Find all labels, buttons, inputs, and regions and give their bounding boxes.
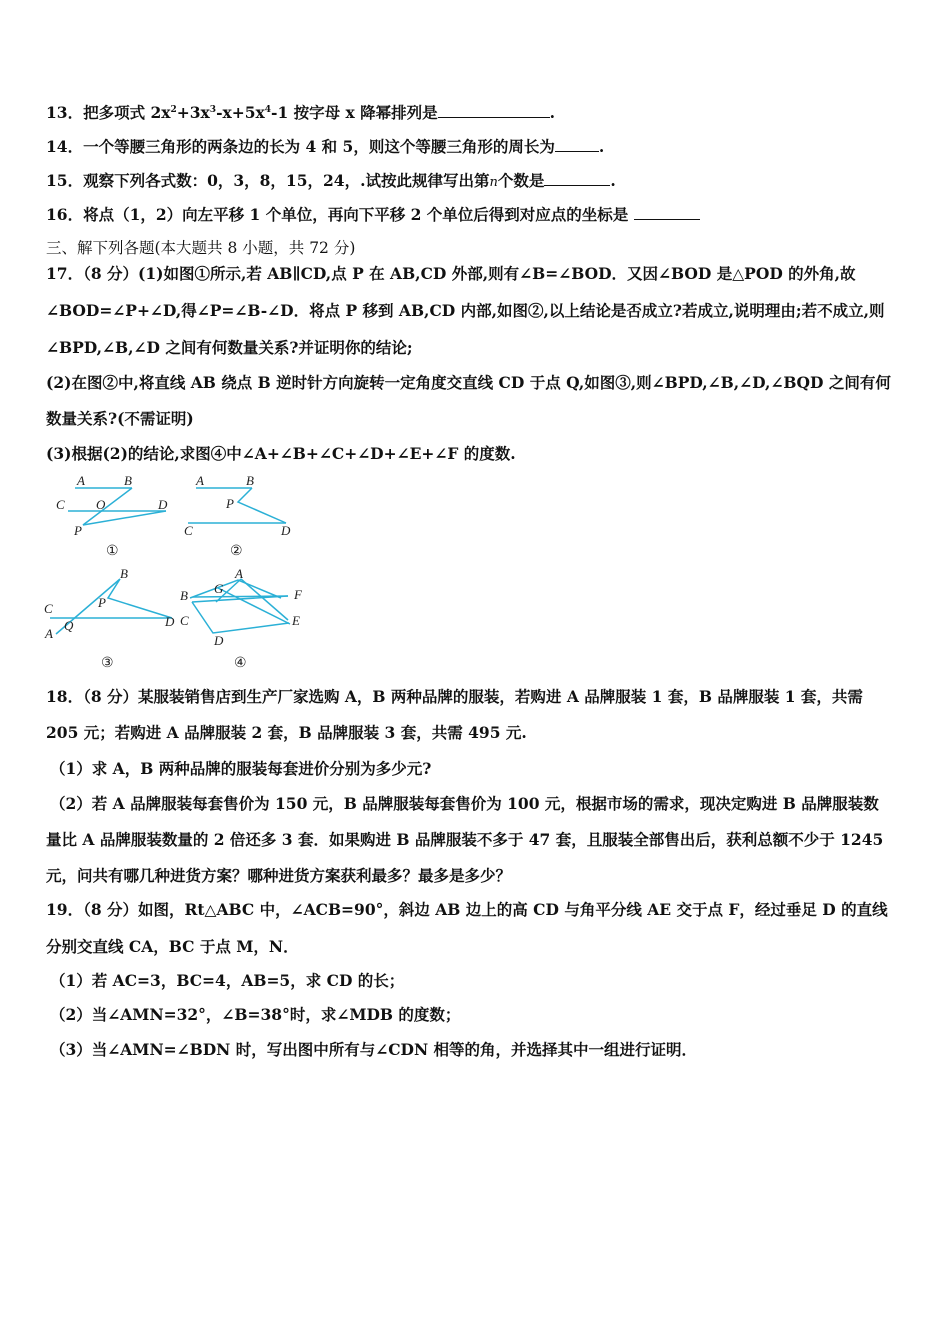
question-17-line-4: (2)在图②中,将直线 AB 绕点 B 逆时针方向旋转一定角度交直线 CD 于点 Q,如图③,则∠BPD,∠B,∠D,∠BQD 之间有何	[46, 373, 891, 392]
question-17-line-2: ∠BOD=∠P+∠D,得∠P=∠B-∠D．将点 P 移到 AB,CD 内部,如图②,以上结论是否成立?若成立,说明理由;若不成立,则	[46, 301, 885, 320]
label-b: B	[246, 473, 254, 488]
figure-3-caption: ③	[101, 656, 114, 671]
figure-4-caption: ④	[234, 656, 247, 671]
question-17-line-1: 17．（8 分）(1)如图①所示,若 AB∥CD,点 P 在 AB,CD 外部,则有∠B=∠BOD．又因∠BOD 是△POD 的外角,故	[46, 264, 856, 283]
question-17-line-6: (3)根据(2)的结论,求图④中∠A+∠B+∠C+∠D+∠E+∠F 的度数.	[46, 444, 516, 463]
label-g: G	[214, 581, 224, 596]
figure-2	[184, 473, 291, 559]
question-18-line-3: （1）求 A，B 两种品牌的服装每套进价分别为多少元?	[50, 759, 432, 778]
question-19-line-1: 19．（8 分）如图，Rt△ABC 中，∠ACB=90°，斜边 AB 边上的高 CD 与角平分线 AE 交于点 F，经过垂足 D 的直线	[46, 900, 888, 919]
question-14: 14．一个等腰三角形的两条边的长为 4 和 5，则这个等腰三角形的周长为 .	[46, 137, 605, 156]
line-af	[241, 579, 288, 620]
figure-3	[44, 566, 175, 671]
label-c: C	[44, 601, 53, 616]
figure-1-caption: ①	[106, 544, 119, 559]
label-a: A	[196, 473, 204, 488]
line-ge	[218, 588, 290, 624]
label-b: B	[180, 588, 188, 603]
answer-blank[interactable]	[634, 205, 700, 220]
label-p: P	[74, 523, 82, 538]
label-f: F	[294, 587, 302, 602]
label-o: O	[96, 497, 106, 512]
label-a: A	[77, 473, 85, 488]
geometry-figures	[0, 468, 360, 676]
label-b: B	[120, 566, 128, 581]
angle-bpd	[238, 488, 286, 523]
figure-4	[180, 566, 303, 671]
question-17-line-5: 数量关系?(不需证明)	[46, 409, 194, 428]
line-c-to-d-to-e	[192, 602, 289, 633]
label-p: P	[226, 496, 234, 511]
label-c: C	[184, 523, 193, 538]
question-13: 13．把多项式 $2x^2+3x^3-x+5x^4-1$ 按字母 x 降幂排列是 .	[46, 103, 556, 122]
answer-blank[interactable]	[555, 137, 599, 152]
angle-bpd	[108, 579, 172, 618]
label-p: P	[98, 595, 106, 610]
question-19-line-4: （2）当∠AMN=32°，∠B=38°时，求∠MDB 的度数；	[50, 1005, 461, 1024]
section-3-heading: 三、解下列各题(本大题共 8 小题，共 72 分)	[46, 239, 356, 257]
label-d: D	[165, 614, 175, 629]
label-c: C	[56, 497, 65, 512]
line-bf	[193, 596, 288, 597]
question-18-line-4: （2）若 A 品牌服装每套售价为 150 元，B 品牌服装每套售价为 100 元，根据市场的需求，现决定购进 B 品牌服装数	[50, 794, 879, 813]
figure-1	[56, 473, 168, 559]
answer-blank[interactable]	[544, 171, 610, 186]
question-19-line-2: 分别交直线 CA，BC 于点 M，N．	[46, 937, 299, 956]
question-15: 15．观察下列各式数：0，3，8，15，24，.试按此规律写出第n个数是 .	[46, 171, 616, 190]
question-19-line-5: （3）当∠AMN=∠BDN 时，写出图中所有与∠CDN 相等的角，并选择其中一组进行证明．	[50, 1040, 698, 1059]
label-q: Q	[64, 618, 74, 633]
question-17-line-3: ∠BPD,∠B,∠D 之间有何数量关系?并证明你的结论;	[46, 338, 413, 357]
label-a: A	[235, 566, 243, 581]
question-18-line-5: 量比 A 品牌服装数量的 2 倍还多 3 套．如果购进 B 品牌服装不多于 47 套，且服装全部售出后，获利总额不少于 1245	[46, 830, 884, 849]
label-c: C	[180, 613, 189, 628]
question-19-line-3: （1）若 AC=3，BC=4，AB=5，求 CD 的长；	[50, 971, 405, 990]
question-18-line-6: 元，问共有哪几种进货方案？哪种进货方案获利最多？最多是多少？	[46, 866, 512, 885]
figure-2-caption: ②	[230, 544, 243, 559]
label-d: D	[214, 633, 224, 648]
label-d: D	[281, 523, 291, 538]
answer-blank[interactable]	[438, 103, 550, 118]
label-a: A	[45, 626, 53, 641]
line-c-to-e	[190, 580, 281, 598]
question-18-line-2: 205 元；若购进 A 品牌服装 2 套，B 品牌服装 3 套，共需 495 元.	[46, 723, 527, 742]
question-18-line-1: 18．（8 分）某服装销售店到生产厂家选购 A，B 两种品牌的服装，若购进 A 品牌服装 1 套，B 品牌服装 1 套，共需	[46, 687, 863, 706]
label-e: E	[292, 613, 300, 628]
label-d: D	[158, 497, 168, 512]
label-b: B	[124, 473, 132, 488]
question-16: 16．将点（1，2）向左平移 1 个单位，再向下平移 2 个单位后得到对应点的坐标是	[46, 204, 904, 226]
